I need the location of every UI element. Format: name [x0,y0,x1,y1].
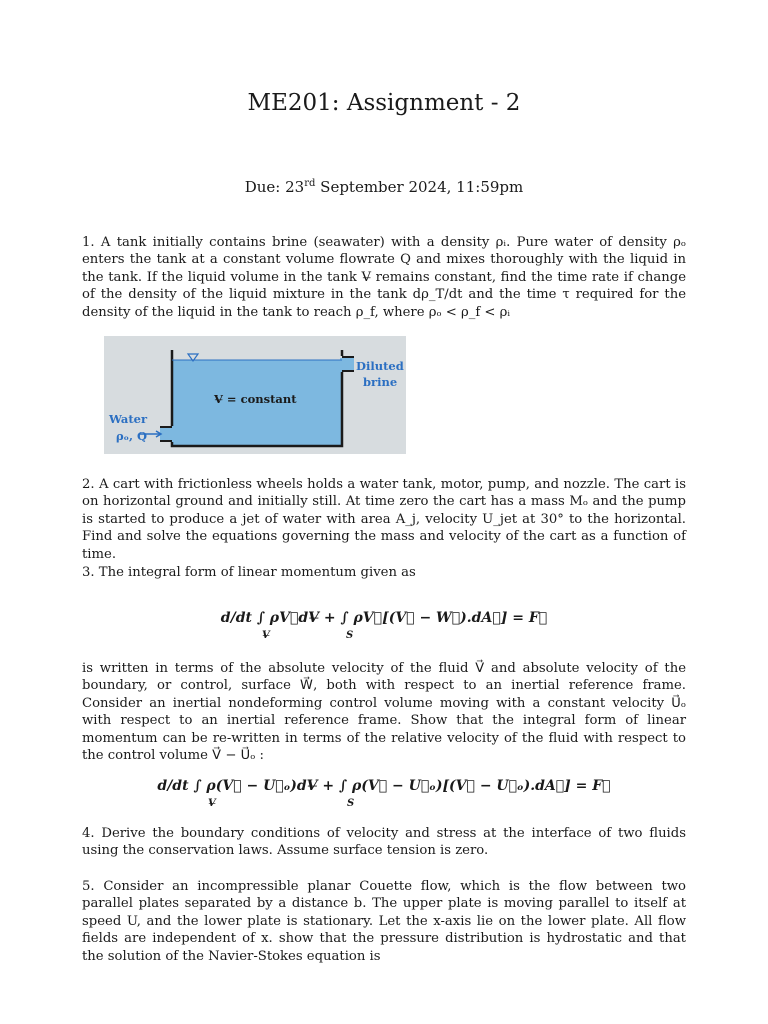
question-4: 4. Derive the boundary conditions of velocity and stress at the interface of two fluids using the conservation laws. Assume surface tension is zero. [82,826,686,859]
outlet-pipe [340,358,354,370]
equation-1: d/dt ∫ ρV⃗dV̶ + ∫ ρV⃗[(V⃗ − W⃗).dA⃗] = F⃗ [220,610,548,626]
due-suffix: September 2024, 11:59pm [315,178,524,196]
question-3-intro: 3. The integral form of linear momentum given as [82,565,416,580]
question-3-body: is written in terms of the absolute velocity of the fluid V⃗ and absolute velocity of the boundary, or control, surface W⃗, both with respect to an inertial reference frame. Consider an inertial nondeforming control volume moving with a constant velocity U⃗ₒ with respect to an inertial reference frame. Show that the integral form of linear momentum can be re-written in terms of the relative velocity of the fluid with respect to the control volume V⃗ − U⃗ₒ : [82,661,686,764]
page-title: ME201: Assignment - 2 [247,90,521,116]
inlet-label-1: Water [109,412,148,426]
equation-1-sub-surface: S [346,630,354,641]
question-5: 5. Consider an incompressible planar Couette flow, which is the flow between two parallel plates separated by a distance b. The upper plate is moving parallel to itself at speed U, and the lower plate is stationary. Let the x-axis lie on the lower plate. All flow fields are independent of x. show that the pressure distribution is hydrostatic and that the solution of the Navier-Stokes equation is [82,879,686,964]
due-superscript: rd [304,178,316,189]
tank-diagram [104,336,406,454]
equation-2-sub-volume: V̶ [208,798,216,809]
equation-2-sub-surface: S [347,798,355,809]
due-prefix: Due: 23 [244,178,305,196]
equation-2: d/dt ∫ ρ(V⃗ − U⃗ₒ)dV̶ + ∫ ρ(V⃗ − U⃗ₒ)[(V⃗ − U⃗ₒ).dA⃗] = F⃗ [157,778,611,794]
inlet-label-2: ρₒ, Q [116,429,148,443]
due-date [0,178,768,196]
tank-figure [104,336,406,454]
outlet-label-2: brine [363,375,398,389]
volume-label: V̶ = constant [214,392,297,406]
question-1: 1. A tank initially contains brine (seawater) with a density ρᵢ. Pure water of density ρₒ enters the tank at a constant volume flowrate Q and mixes thoroughly with the liquid in the tank. If the liquid volume in the tank V̶ remains constant, find the time rate if change of the density of the liquid mixture in the tank dρ_T/dt and the time τ required for the density of the liquid in the tank to reach ρ_f, where ρₒ < ρ_f < ρᵢ [82,235,686,320]
outlet-label-1: Diluted [356,359,404,373]
equation-1-sub-volume: V̶ [262,630,270,641]
question-2: 2. A cart with frictionless wheels holds a water tank, motor, pump, and nozzle. The cart is on horizontal ground and initially still. At time zero the cart has a mass Mₒ and the pump is started to produce a jet of water with area A_j, velocity U_jet at 30° to the horizontal. Find and solve the equations governing the mass and velocity of the cart as a function of time. [82,477,686,562]
